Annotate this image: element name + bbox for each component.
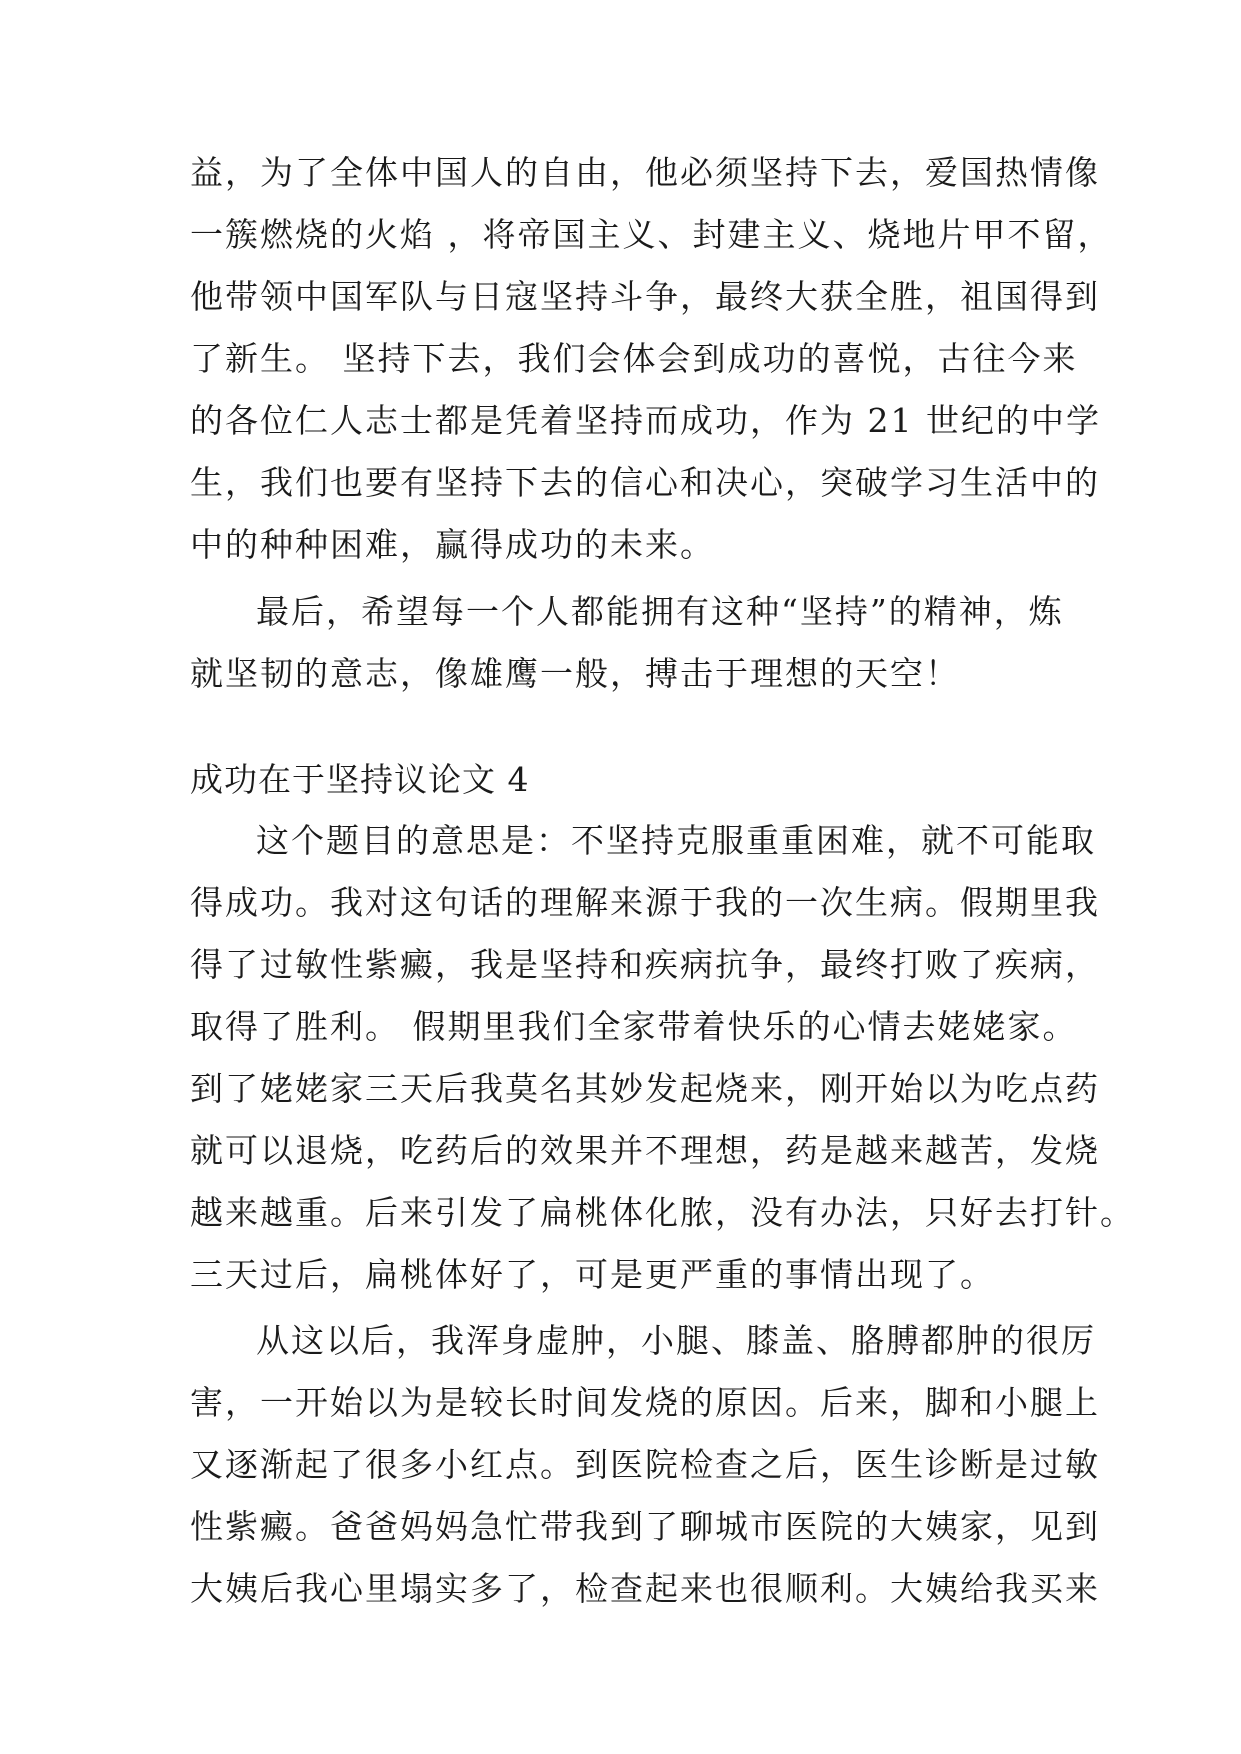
paragraph-first-line: 这个题目的意思是：不坚持克服重重困难，就不可能取 [256,821,1096,860]
text-line: 得了过敏性紫癜，我是坚持和疾病抗争，最终打败了疾病， [190,945,1100,984]
text-line: 到了姥姥家三天后我莫名其妙发起烧来，刚开始以为吃点药 [190,1069,1100,1108]
text-line: 他带领中国军队与日寇坚持斗争，最终大获全胜，祖国得到 [190,277,1100,316]
text-line: 越来越重。后来引发了扁桃体化脓，没有办法，只好去打针。 [190,1193,1135,1232]
text-line: 害，一开始以为是较长时间发烧的原因。后来，脚和小腿上 [190,1383,1100,1422]
text-line: 又逐渐起了很多小红点。到医院检查之后，医生诊断是过敏 [190,1445,1100,1484]
paragraph-first-line: 从这以后，我浑身虚肿，小腿、膝盖、胳膊都肿的很厉 [256,1321,1096,1360]
text-line: 得成功。我对这句话的理解来源于我的一次生病。假期里我 [190,883,1100,922]
paragraph-first-line: 最后，希望每一个人都能拥有这种“坚持”的精神，炼 [256,592,1064,631]
text-line: 就坚韧的意志，像雄鹰一般，搏击于理想的天空！ [190,654,960,693]
text-line: 取得了胜利。 假期里我们全家带着快乐的心情去姥姥家。 [190,1007,1078,1046]
text-line: 生，我们也要有坚持下去的信心和决心，突破学习生活中的 [190,463,1100,502]
text-line: 性紫癜。爸爸妈妈急忙带我到了聊城市医院的大姨家，见到 [190,1507,1100,1546]
text-line: 就可以退烧，吃药后的效果并不理想，药是越来越苦，发烧 [190,1131,1100,1170]
text-line: 三天过后，扁桃体好了，可是更严重的事情出现了。 [190,1255,995,1294]
text-line: 了新生。 坚持下去，我们会体会到成功的喜悦，古往今来 [190,339,1078,378]
text-line: 大姨后我心里塌实多了，检查起来也很顺利。大姨给我买来 [190,1569,1100,1608]
section-heading: 成功在于坚持议论文 4 [190,760,530,799]
text-line: 的各位仁人志士都是凭着坚持而成功，作为 21 世纪的中学 [190,401,1101,440]
text-line: 一簇燃烧的火焰 ，将帝国主义、封建主义、烧地片甲不留， [190,215,1113,254]
text-line: 中的种种困难，赢得成功的未来。 [190,525,715,564]
text-line: 益，为了全体中国人的自由，他必须坚持下去，爱国热情像 [190,153,1100,192]
